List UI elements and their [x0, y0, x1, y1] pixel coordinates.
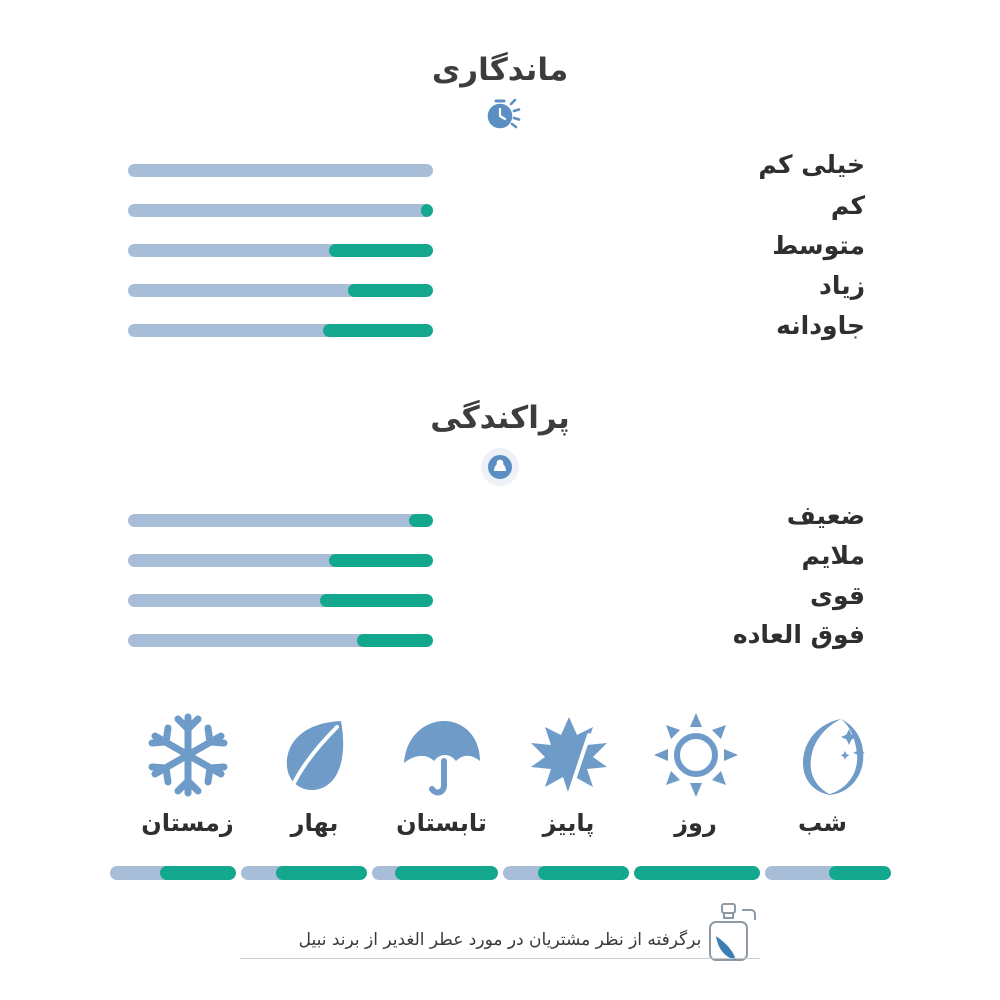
season-bar-spring [241, 866, 367, 880]
snowflake-icon [120, 705, 255, 805]
season-bar-autumn [503, 866, 629, 880]
sun-icon [628, 705, 763, 805]
sillage-bar-row-2 [128, 587, 433, 613]
season-label-winter: زمستان [141, 809, 234, 837]
longevity-label-1: کم [830, 191, 865, 220]
season-item-autumn [501, 705, 636, 837]
sillage-bar-row-0 [128, 507, 433, 533]
season-bar-fill-spring [276, 866, 367, 880]
season-label-day: روز [674, 809, 717, 837]
sillage-bar-fill-2 [320, 594, 433, 607]
sillage-bar-row-1 [128, 547, 433, 573]
sillage-bar-track-0 [128, 514, 433, 527]
season-bar-fill-day [634, 866, 760, 880]
longevity-label-3: زیاد [819, 271, 865, 300]
season-bar-fill-night [829, 866, 891, 880]
sillage-label-1: ملایم [801, 541, 865, 570]
sillage-label-0: ضعیف [786, 501, 865, 530]
season-item-summer [374, 705, 509, 837]
longevity-bar-fill-1 [421, 204, 433, 217]
longevity-bar-track-3 [128, 284, 433, 297]
season-bar-fill-summer [395, 866, 498, 880]
longevity-bar-row-3 [128, 277, 433, 303]
season-bar-summer [372, 866, 498, 880]
longevity-bar-track-1 [128, 204, 433, 217]
longevity-label-2: متوسط [772, 231, 865, 260]
maple-leaf-icon [501, 705, 636, 805]
longevity-bar-fill-4 [323, 324, 433, 337]
season-bar-day [634, 866, 760, 880]
season-label-autumn: پاییز [542, 809, 595, 837]
season-label-summer: تابستان [396, 809, 487, 837]
longevity-bar-row-1 [128, 197, 433, 223]
moon-stars-icon [755, 705, 890, 805]
sillage-bar-track-3 [128, 634, 433, 647]
sillage-bar-track-1 [128, 554, 433, 567]
sillage-bar-fill-0 [409, 514, 433, 527]
stopwatch-icon [0, 92, 1000, 138]
sillage-bar-fill-3 [357, 634, 433, 647]
longevity-bar-row-4 [128, 317, 433, 343]
sillage-label-3: فوق العاده [732, 620, 865, 649]
sillage-icon [0, 442, 1000, 492]
season-label-night: شب [797, 809, 847, 837]
sillage-bar-track-2 [128, 594, 433, 607]
season-item-winter [120, 705, 255, 837]
longevity-bar-row-2 [128, 237, 433, 263]
season-label-spring: بهار [290, 809, 339, 837]
season-bar-winter [110, 866, 236, 880]
season-bar-night [765, 866, 891, 880]
longevity-bar-row-0 [128, 157, 433, 183]
umbrella-icon [374, 705, 509, 805]
season-item-night [755, 705, 890, 837]
season-item-day [628, 705, 763, 837]
longevity-section-title: ماندگاری [431, 52, 569, 88]
sillage-bar-fill-1 [329, 554, 433, 567]
longevity-label-0: خیلی کم [758, 150, 865, 179]
season-bar-fill-autumn [538, 866, 629, 880]
season-item-spring [247, 705, 382, 837]
sillage-label-2: قوی [810, 581, 865, 610]
sillage-bar-row-3 [128, 627, 433, 653]
footer-divider [240, 958, 760, 959]
longevity-bar-fill-3 [348, 284, 433, 297]
longevity-bar-fill-2 [329, 244, 433, 257]
sillage-section-title: پراکندگی [430, 400, 570, 436]
longevity-bar-track-4 [128, 324, 433, 337]
longevity-bar-track-2 [128, 244, 433, 257]
longevity-label-4: جاودانه [776, 311, 865, 340]
season-bar-fill-winter [160, 866, 236, 880]
longevity-bar-track-0 [128, 164, 433, 177]
footer-caption: برگرفته از نظر مشتریان در مورد عطر الغدیر از برند نبیل [298, 930, 702, 950]
leaf-icon [247, 705, 382, 805]
